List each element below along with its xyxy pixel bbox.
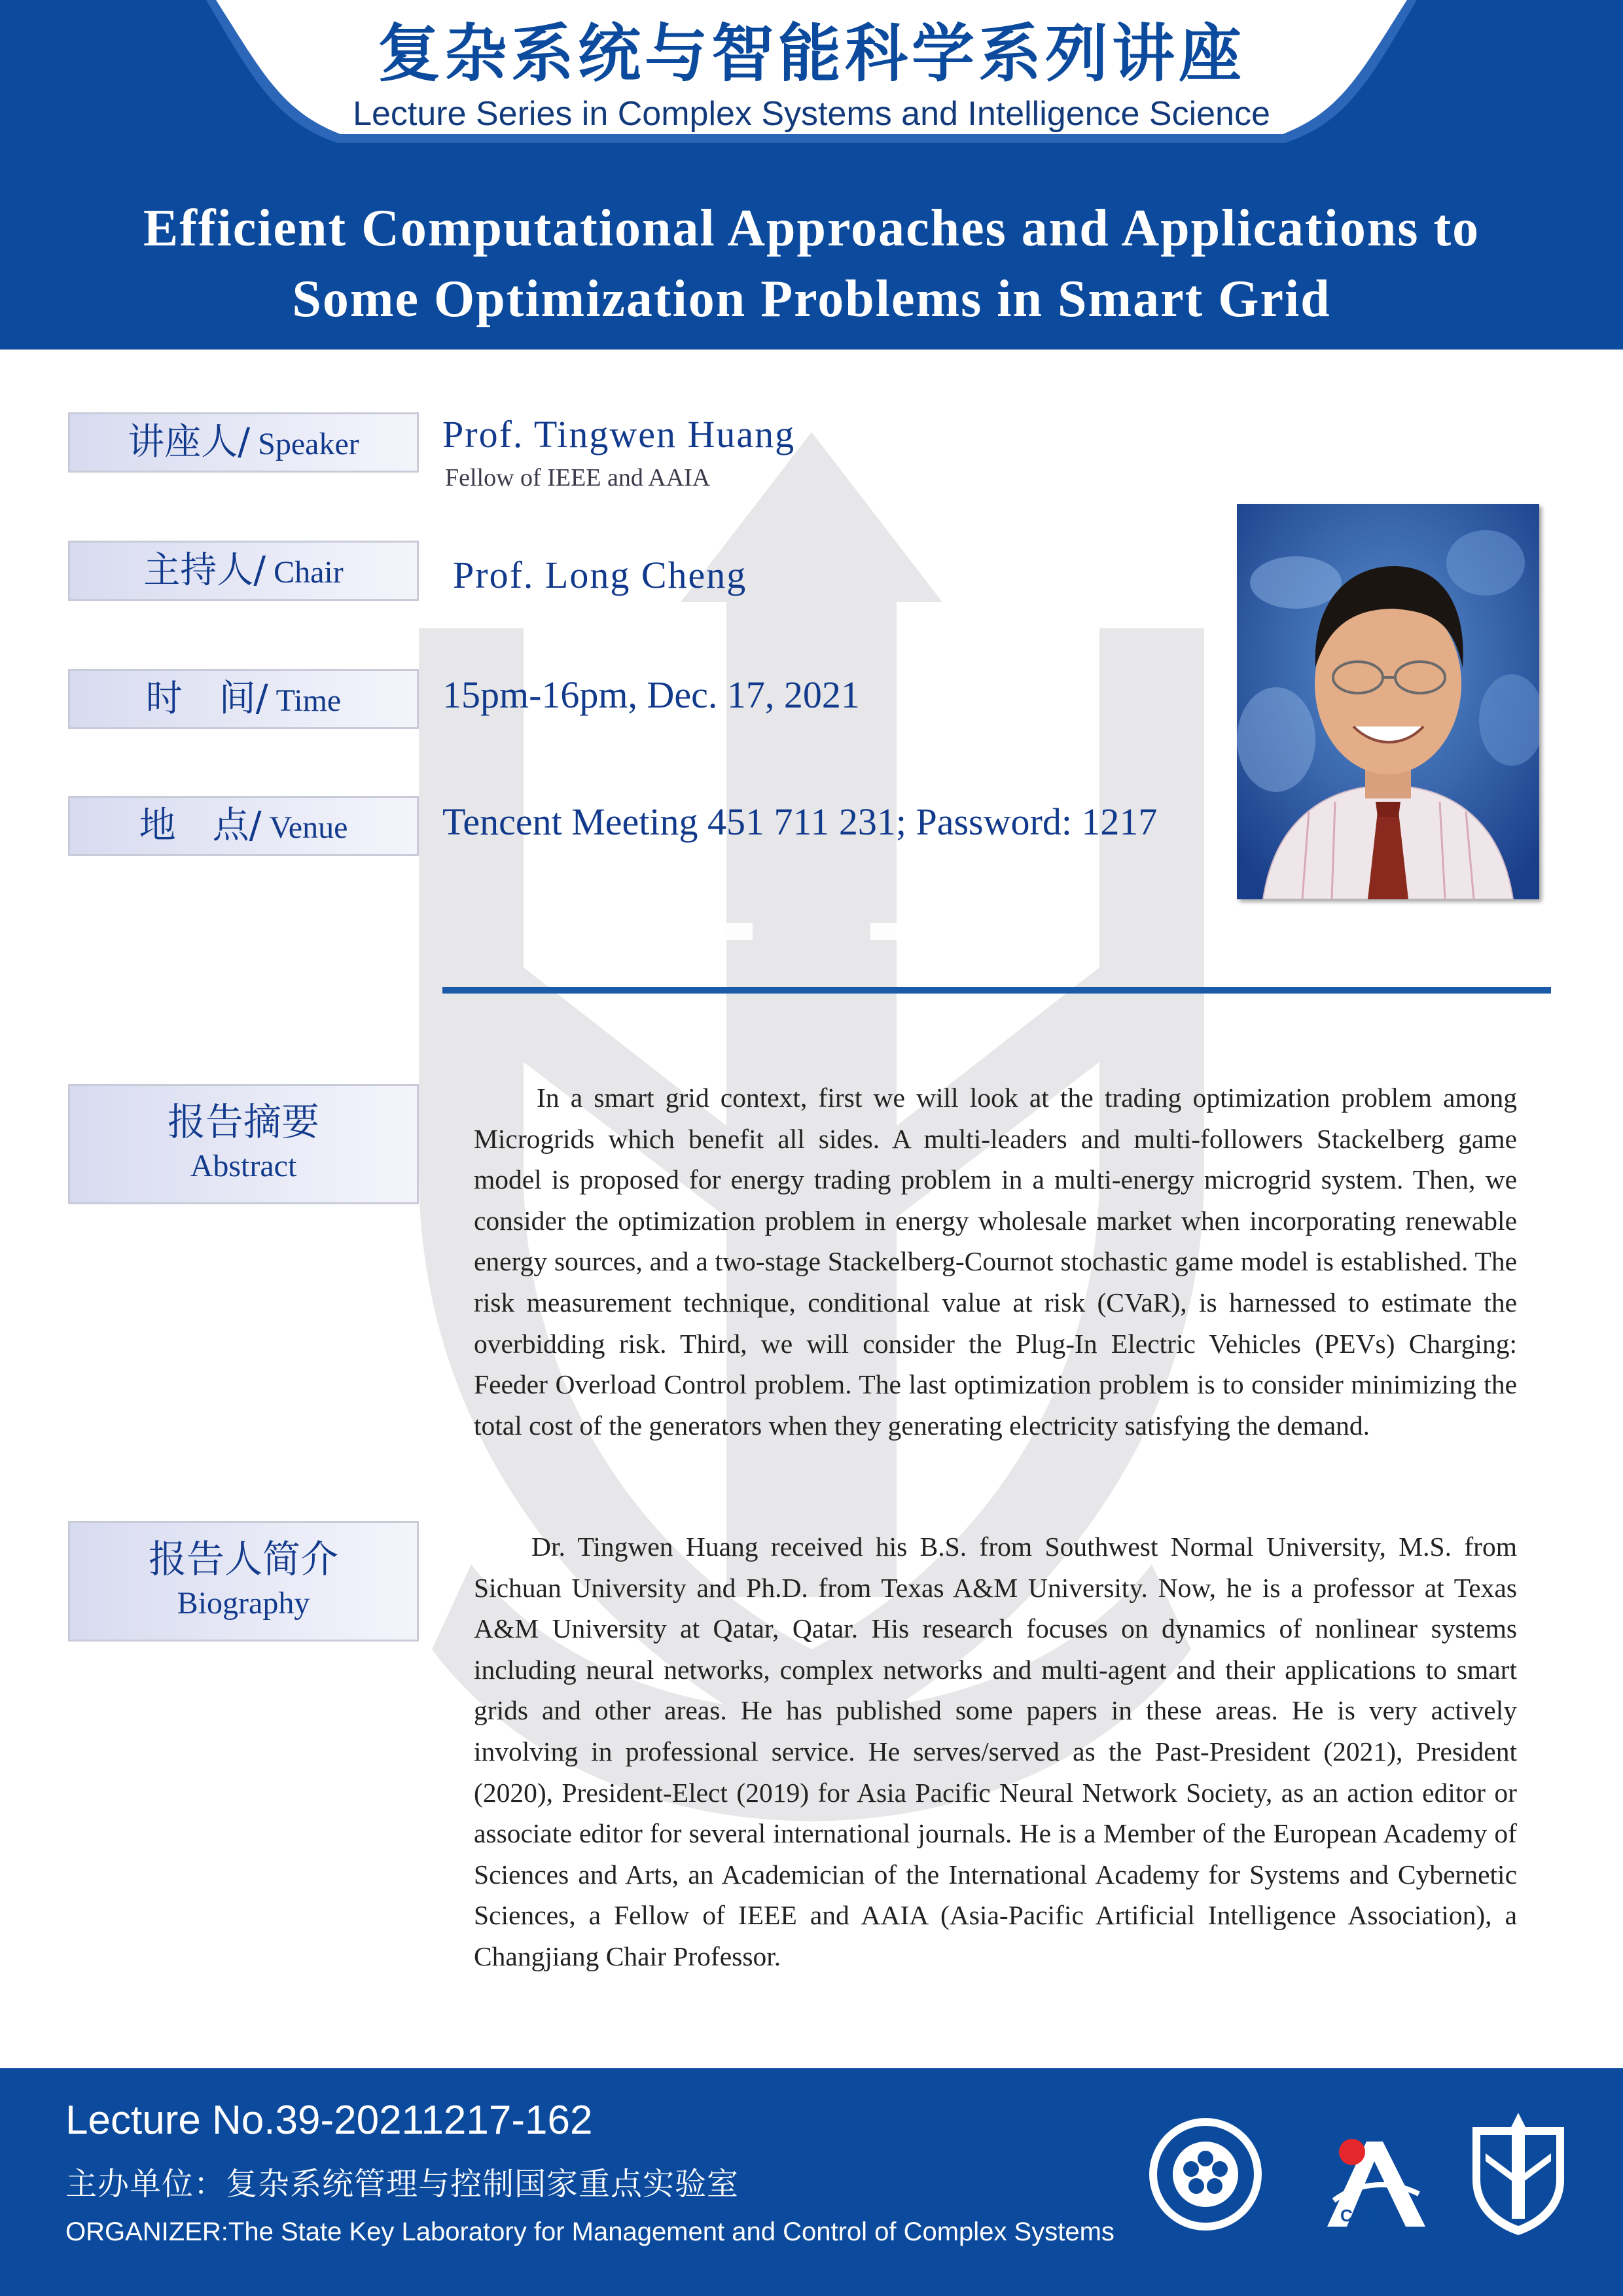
chair-label (68, 541, 419, 601)
speaker-name: Prof. Tingwen Huang (442, 413, 796, 456)
speaker-photo (1237, 504, 1539, 899)
cas-logo-icon (1147, 2115, 1264, 2233)
talk-title-line-1: Efficient Computational Approaches and Applications to (143, 200, 1480, 257)
venue-label (68, 796, 419, 856)
casia-logo-label: CASIA (1340, 2206, 1393, 2225)
speaker-label-en: Speaker (250, 427, 359, 461)
time-label (68, 669, 419, 729)
biography-label-cn: 报告人简介 (148, 1537, 338, 1581)
header-banner (0, 0, 1623, 350)
biography-label (68, 1521, 419, 1641)
abstract-label-en: Abstract (190, 1149, 297, 1183)
speaker-title: Fellow of IEEE and AAIA (445, 464, 711, 492)
time-label-cn: 时 间/ (145, 677, 268, 720)
speaker-label-cn: 讲座人/ (128, 421, 251, 463)
organizer-cn: 主办单位：复杂系统管理与控制国家重点实验室 (65, 2166, 740, 2202)
chair-label-cn: 主持人/ (143, 549, 266, 592)
chair-label-en: Chair (266, 555, 344, 590)
venue-label-cn: 地 点/ (139, 804, 262, 847)
organizer-en: ORGANIZER:The State Key Laboratory for Management and Control of Complex Systems (65, 2217, 1115, 2246)
time-label-en: Time (268, 683, 342, 718)
speaker-label (68, 412, 419, 473)
casia-logo-icon (1321, 2122, 1432, 2233)
biography-label-en: Biography (177, 1586, 310, 1621)
footer (0, 2068, 1623, 2296)
lab-shield-logo-icon (1466, 2108, 1571, 2238)
series-title-en: Lecture Series in Complex Systems and Intelligence Science (353, 95, 1270, 133)
speaker-portrait-image (1237, 504, 1539, 899)
talk-title (79, 193, 1544, 334)
time-value: 15pm-16pm, Dec. 17, 2021 (442, 673, 860, 716)
abstract-label-cn: 报告摘要 (167, 1100, 319, 1144)
abstract-label (68, 1084, 419, 1204)
series-title-cn: 复杂系统与智能科学系列讲座 (378, 17, 1245, 90)
lecture-number: Lecture No.39-20211217-162 (65, 2098, 593, 2143)
chair-name: Prof. Long Cheng (453, 554, 747, 596)
abstract-text: In a smart grid context, first we will look at the trading optimization problem among Microgrids which benefit all sides. A multi-leaders and multi-followers Stackelberg game model is proposed for energy trading problem in a multi-energy microgrid system. Then, we consider the optimization problem in energy wholesale market when incorporating renewable energy sources, and a two-stage Stackelberg-Cournot stochastic game model is established. The risk measurement technique, conditional value at risk (CVaR), is harnessed to estimate the overbidding risk. Third, we will consider the Plug-In Electric Vehicles (PEVs) Charging: Feeder Overload Control problem. The last optimization problem is to consider minimizing the total cost of the generators when they generating electricity satisfying the demand. (474, 1083, 1517, 1441)
biography-text: Dr. Tingwen Huang received his B.S. from Southwest Normal University, M.S. from Sichuan University and Ph.D. from Texas A&M University. Now, he is a professor at Texas A&M University at Qatar, Qatar. His research focuses on dynamics of nonlinear systems including neural networks, complex networks and multi-agent and their applications to smart grids and other areas. He has published some papers in these areas. He is very actively involving in professional service. He serves/served as the Past-President (2021), President (2020), President-Elect (2019) for Asia Pacific Neural Network Society, as an action editor or associate editor for several international journals. He is a Member of the European Academy of Sciences and Arts, an Academician of the International Academy for Systems and Cybernetic Sciences, a Fellow of IEEE and AAIA (Asia-Pacific Artificial Intelligence Association), a Changjiang Chair Professor. (474, 1532, 1517, 1971)
venue-label-en: Venue (261, 810, 348, 845)
venue-value: Tencent Meeting 451 711 231; Password: 1217 (442, 800, 1158, 843)
talk-title-line-2: Some Optimization Problems in Smart Grid (292, 270, 1331, 328)
section-divider (442, 987, 1551, 994)
